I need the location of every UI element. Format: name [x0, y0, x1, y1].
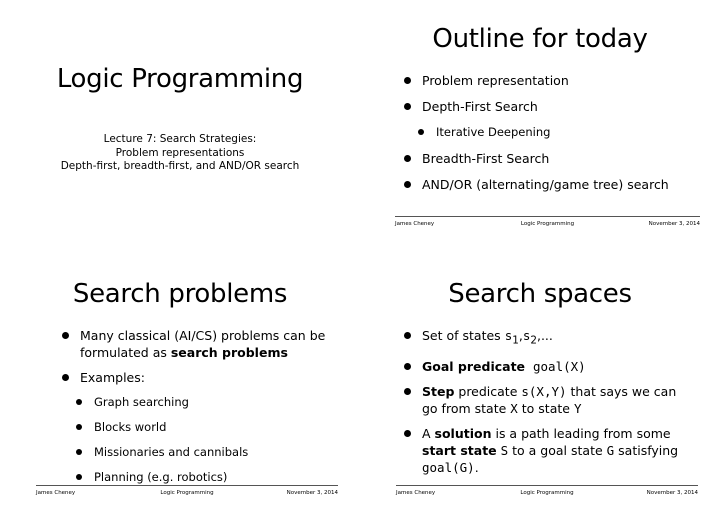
- subtitle-line: Problem representations: [115, 146, 245, 159]
- slide-title: [0, 0, 360, 255]
- code-term: Y: [573, 400, 582, 416]
- subscript: 1: [512, 334, 519, 347]
- code-term: s: [504, 328, 513, 343]
- bullet-item: AND/OR (alternating/game tree) search: [404, 176, 704, 193]
- bold-term: start state: [422, 442, 497, 458]
- bullet-text: Set of states: [422, 328, 505, 343]
- footer-date: November 3, 2014: [648, 221, 700, 227]
- sub-bullet-item: Iterative Deepening: [418, 124, 704, 141]
- bullet-item: [62, 327, 342, 361]
- code-term: goal(G): [422, 459, 475, 475]
- bullet-text: that says we can go from state: [422, 383, 677, 416]
- bullet-item: [404, 425, 694, 476]
- slide-footer: [36, 485, 338, 496]
- footer-course: Logic Programming: [160, 490, 214, 496]
- subscript: 2: [530, 334, 537, 347]
- slide-heading: Search spaces: [448, 279, 632, 309]
- code-term: G: [606, 442, 615, 458]
- bullet-text: to state: [517, 400, 574, 416]
- bullet-item: Examples:: [62, 369, 342, 386]
- sub-bullet-item: Graph searching: [76, 394, 342, 411]
- code-term: s(X,Y): [521, 383, 567, 399]
- bullet-text: ,...: [536, 328, 553, 343]
- bullet-text: to a goal state: [508, 442, 607, 458]
- slide-outline: [360, 0, 720, 255]
- code-term: S: [500, 442, 509, 458]
- bullet-text: Many classical (AI/CS) problems can be formulated as: [80, 328, 326, 360]
- footer-date: November 3, 2014: [286, 490, 338, 496]
- subtitle-line: Depth-first, breadth-first, and AND/OR search: [60, 160, 300, 172]
- slide-title-heading: Logic Programming: [56, 64, 304, 94]
- footer-course: Logic Programming: [520, 490, 574, 496]
- slide-heading: Search problems: [72, 279, 288, 309]
- bullet-text: satisfying: [614, 442, 679, 458]
- slide-footer: [396, 485, 698, 496]
- bullet-text: predicate: [454, 383, 522, 399]
- code-term: goal(X): [533, 358, 586, 374]
- bullet-list: [404, 327, 694, 484]
- footer-author: James Cheney: [396, 490, 436, 496]
- lecture-subtitle: [0, 133, 360, 174]
- slide-footer: [395, 216, 700, 227]
- subtitle-line: Lecture 7: Search Strategies:: [103, 133, 257, 145]
- bullet-item: Depth-First Search: [404, 98, 704, 115]
- bold-term: Goal predicate: [422, 358, 526, 374]
- slide-search-spaces: [360, 255, 720, 510]
- bullet-item: Problem representation: [404, 72, 704, 89]
- bullet-text: ,: [518, 328, 523, 343]
- bullet-text: .: [474, 459, 479, 475]
- footer-author: James Cheney: [36, 490, 76, 496]
- bold-term: search problems: [170, 345, 288, 360]
- sub-bullet-item: Planning (e.g. robotics): [76, 469, 342, 486]
- slide-heading: Outline for today: [432, 24, 648, 54]
- sub-bullet-item: Blocks world: [76, 419, 342, 436]
- outline-list: [404, 72, 704, 202]
- code-term: s: [522, 328, 531, 343]
- bullet-item: Breadth-First Search: [404, 150, 704, 167]
- footer-author: James Cheney: [395, 221, 435, 227]
- bullet-text: is a path leading from some: [491, 425, 671, 441]
- bold-term: Step: [422, 383, 455, 399]
- slide-search-problems: [0, 255, 360, 510]
- bullet-list: [62, 327, 342, 494]
- sub-bullet-item: Missionaries and cannibals: [76, 444, 342, 461]
- bullet-text: A: [422, 425, 435, 441]
- bold-term: solution: [434, 425, 492, 441]
- code-term: X: [510, 400, 518, 416]
- bullet-item: [404, 358, 694, 375]
- bullet-item: [404, 327, 694, 350]
- footer-date: November 3, 2014: [646, 490, 698, 496]
- bullet-item: [404, 383, 694, 417]
- footer-course: Logic Programming: [520, 221, 575, 227]
